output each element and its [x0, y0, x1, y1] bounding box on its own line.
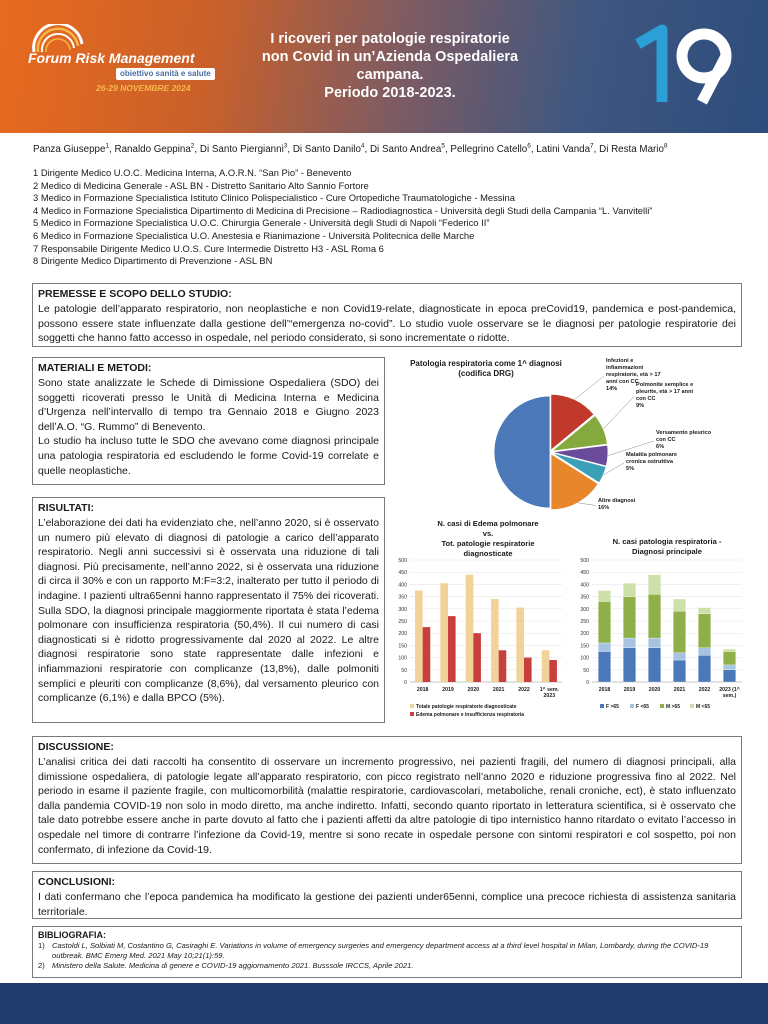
- chart-title: Tot. patologie respiratorie: [441, 539, 535, 548]
- bar: [549, 660, 557, 682]
- slice-label: Edema polmonare e: [433, 442, 487, 448]
- premesse-section: [32, 283, 742, 347]
- reference-item: 1) Castoldi L, Solbiati M, Costantino G, Casiraghi E. Variations in volume of emergency surgeries and emergency department access at a third level hospital in Milan, Lombardy, during the COVID-19 outbreak. BMC Emerg Med. 2021 May 10;21(1):59.: [38, 941, 709, 960]
- affiliations: [33, 167, 753, 268]
- y-tick-label: 150: [580, 643, 589, 650]
- forum-risk-management-logo: [22, 20, 212, 98]
- poster-title: [232, 30, 548, 102]
- affiliation: 4 Medico in Formazione Specialistica Dipartimento di Medicina di Precisione – Radiodiagnostica - Università degli Studi della Campania “L. Vanvitelli”: [33, 204, 653, 216]
- authors-line: [33, 143, 668, 155]
- header-banner: [0, 0, 768, 133]
- slice-label: Infezioni e: [606, 358, 634, 364]
- bibliografia-section: [32, 926, 742, 978]
- y-tick-label: 300: [580, 606, 589, 613]
- affiliation: 8 Dirigente Medico Dipartimento di Prevenzione - ASL BN: [33, 255, 273, 267]
- bar: [466, 575, 474, 682]
- section-title: PREMESSE E SCOPO DELLO STUDIO:: [38, 288, 232, 300]
- chart-title: vs.: [482, 529, 494, 538]
- bar-chart-edema-vs-total: [390, 516, 568, 728]
- author: Panza Giuseppe$^1$,: [33, 143, 115, 156]
- section-text: Sono state analizzate le Schede di Dimissione Ospedaliera (SDO) dei soggetti ricoverati presso le Unità di Medicina Interna e Medicina d’Urgenza nell’intervallo di tempo tra Gennaio 2018 e Giugno 2023 dell’A.O. “G. Rummo” di Benevento.: [38, 377, 379, 433]
- chart-title: Patologia respiratoria come 1^ diagnosi: [410, 359, 562, 368]
- x-tick-label: 2021: [673, 687, 686, 693]
- y-tick-label: 200: [398, 631, 407, 638]
- title-line: non Covid in un’Azienda Ospedaliera: [261, 49, 519, 65]
- slice-label: pleurite, età > 17 anni: [636, 389, 694, 395]
- bar-segment: [698, 655, 711, 682]
- leader-line: [603, 397, 634, 429]
- bar: [440, 583, 448, 682]
- slice-percent-label: 14%: [606, 386, 618, 392]
- slice-label: respiratoria: [444, 456, 476, 462]
- legend-swatch: [630, 704, 634, 708]
- x-tick-label: 2018: [598, 687, 611, 693]
- bar-segment: [723, 670, 736, 682]
- pie-chart: [400, 356, 748, 516]
- slice-percent-label: 16%: [598, 505, 610, 511]
- y-tick-label: 250: [580, 619, 589, 625]
- section-title: DISCUSSIONE:: [38, 741, 114, 753]
- chart-title: N. casi di Edema polmonare: [437, 519, 539, 528]
- slice-label: Polmonite semplice e: [636, 382, 694, 388]
- leader-line: [575, 376, 604, 400]
- chart-title: diagnosticate: [463, 549, 513, 558]
- legend-swatch: [690, 704, 694, 708]
- affiliation: 2 Medico di Medicina Generale - ASL BN - Distretto Sanitario Alto Sannio Fortore: [33, 179, 369, 191]
- y-tick-label: 200: [580, 631, 589, 638]
- bar-segment: [598, 591, 611, 602]
- bar-segment: [648, 594, 661, 638]
- discussione-section: [32, 736, 742, 864]
- y-tick-label: 100: [398, 655, 407, 662]
- y-tick-label: 50: [401, 667, 407, 674]
- bar-segment: [598, 652, 611, 683]
- section-title: RISULTATI:: [38, 502, 94, 514]
- author: Di Santo Danilo$^4$,: [292, 143, 370, 156]
- slice-percent-label: 6%: [656, 444, 665, 450]
- slice-label: anni con CC: [606, 379, 639, 385]
- x-tick-label: 2021: [492, 687, 505, 693]
- risultati-section: [32, 497, 385, 723]
- section-title: BIBLIOGRAFIA:: [38, 930, 106, 940]
- bar: [499, 650, 507, 682]
- bar-segment: [598, 601, 611, 642]
- logo-date: 26-29 NOVEMBRE 2024: [96, 83, 191, 93]
- bar-segment: [648, 638, 661, 648]
- author: Latini Vanda$^7$,: [536, 143, 600, 156]
- section-title: CONCLUSIONI:: [38, 876, 115, 888]
- section-text: L’analisi critica dei dati raccolti ha consentito di osservare un incremento progressivo, nei pazienti fragili, del numero di diagnosi principali, alla dimissione ospedaliera, di patologie legate all’apparato respiratorio, con picco registrato nell’anno 2020 e riduzione progressiva fino al 2022. Nel periodo in esame il paziente fragile, con multicomorbilità (malattie respiratorie, cardiovascolari, metaboliche, renali croniche, ect), è stato influenzato dalla pandemia COVID-19 non solo in modo diretto, ma anche indiretto. Infatti, secondo quanto riportato in letteratura scientifica, si è osservato che tale dato potrebbe essere anche in parte dovuto al fatto che i pazienti affetti da altre patologie di tipo internistico hanno ritardato o evitato l’accesso in ospedale nel timore di contrarre l’infezione da Covid-19, mentre si sono recate in ospedale persone con sintomi respiratori e col sospetto, poi non confermato, di infezione da Covid-19.: [38, 756, 736, 856]
- legend-label: M <65: [696, 704, 711, 710]
- slice-label: Malattia polmonare: [626, 452, 677, 458]
- title-line: Periodo 2018-2023.: [324, 85, 456, 101]
- bar-segment: [673, 599, 686, 611]
- logo-name: Forum Risk Management: [28, 50, 195, 66]
- affiliation: 1 Dirigente Medico U.O.C. Medicina Interna, A.O.R.N. “San Pio” - Benevento: [33, 167, 352, 178]
- bar-segment: [648, 648, 661, 682]
- bar-segment: [673, 611, 686, 652]
- chart-title: N. casi patologia respiratoria -: [612, 537, 722, 546]
- bar-segment: [723, 652, 736, 665]
- x-tick-label: 2020: [648, 687, 661, 693]
- conclusioni-section: [32, 871, 742, 919]
- bar: [491, 599, 499, 682]
- title-line: campana.: [356, 67, 424, 83]
- y-tick-label: 250: [398, 619, 407, 625]
- y-tick-label: 500: [398, 558, 407, 564]
- x-tick-label: 2019: [623, 687, 636, 693]
- bar-segment: [623, 597, 636, 638]
- affiliation: 7 Responsabile Dirigente Medico U.O.S. Cure Intermedie Distretto H3 - ASL Roma 6: [33, 242, 384, 254]
- bar-segment: [673, 660, 686, 682]
- y-tick-label: 450: [398, 570, 407, 577]
- legend-swatch: [660, 704, 664, 708]
- author: Pellegrino Catello$^6$,: [450, 143, 537, 156]
- author: Ranaldo Geppina$^2$,: [114, 143, 200, 156]
- author: Di Santo Andrea$^5$,: [369, 143, 451, 156]
- x-tick-label: 2020: [467, 687, 480, 693]
- bar-segment: [723, 649, 736, 651]
- reference-item: 2) Ministero della Salute. Medicina di genere e COVID-19 aggiornamento 2021. Busssole IRCCS, Aprile 2021.: [38, 961, 414, 970]
- section-text: L’elaborazione dei dati ha evidenziato che, nell’anno 2020, si è osservato un numero più elevato di diagnosi di patologie a carico dell’apparato respiratorio. Negli anni successivi si è osservata una riduzione di tali diagnosi. Più precisamente, nell’anno 2022, si è osservata una riduzione di circa il 30% e con un rapporto M:F=3:2, inalterato per tutto il periodo di indagine. I pazienti ultra65enni hanno rappresentato il 75% dei ricoverati. Sulla SDO, la diagnosi principale maggiormente riportata è stata l’edema polmonare con insufficienza respiratoria (50,4%). Il cui numero di casi diagnosticati si è ridotto progressivamente dal 2020 al 2022. Le altre diagnosi respiratorie sono state rappresentate dalle infezioni e infiammazioni respiratorie con complicanze (13,8%), dalle polmoniti semplici e pleuriti con complicanze (8,6%), dal versamento pleurico con complicanze (6,1%) e dalla BPCO (5%).: [38, 517, 379, 705]
- bar: [448, 616, 456, 682]
- slice-label: con CC: [656, 437, 676, 443]
- legend-swatch: [600, 704, 604, 708]
- y-tick-label: 100: [580, 655, 589, 662]
- slice-label: Altre diagnosi: [598, 498, 636, 504]
- x-tick-label: 2022: [518, 687, 530, 693]
- y-tick-label: 150: [398, 643, 407, 650]
- title-line: I ricoveri per patologie respiratorie: [270, 31, 510, 47]
- x-tick-label: 2022: [698, 687, 711, 693]
- legend-label: M >65: [666, 704, 681, 710]
- legend-label: Edema polmonare e insufficienza respiratoria: [416, 712, 525, 718]
- logo-tagline: obiettivo sanità e salute: [116, 68, 215, 80]
- bar-segment: [698, 614, 711, 648]
- x-tick-label: 2018: [416, 687, 429, 693]
- y-tick-label: 400: [398, 582, 407, 589]
- slice-label: con CC: [636, 396, 656, 402]
- bar: [423, 627, 431, 682]
- slice-percent-label: 5%: [626, 466, 635, 472]
- y-tick-label: 500: [580, 558, 589, 564]
- covid-19-logo-icon: [632, 22, 742, 106]
- section-text: Lo studio ha incluso tutte le SDO che avevano come diagnosi principale una patologia respiratoria ed escludendo le forme Covid-19 correlate e quelle neoplastiche.: [38, 435, 379, 477]
- footer-band: [0, 983, 768, 1024]
- y-tick-label: 0: [404, 680, 407, 686]
- legend-swatch: [410, 712, 414, 716]
- bar: [516, 608, 524, 682]
- bar-segment: [623, 638, 636, 648]
- bar-segment: [698, 608, 711, 614]
- x-tick-label: 1^ sem.: [539, 687, 559, 693]
- bar-segment: [648, 575, 661, 595]
- section-text: Le patologie dell’apparato respiratorio, non neoplastiche e non Covid19-relate, diagnosticate in epoca preCovid19, pandemica e post-pandemica, possono essere state influenzate dalla gestione dell’“emergenza no-covid”. Lo studio vuole osservare se le diagnosi per patologie respiratorie dei soggetti che hanno fatto accesso in ospedale, nel periodo considerato, si sono incrementate o ridotte.: [38, 303, 736, 345]
- x-tick-label: 2019: [442, 687, 454, 693]
- legend-label: Totale patologie respiratorie diagnosticate: [416, 704, 517, 710]
- section-title: MATERIALI E METODI:: [38, 362, 152, 374]
- slice-label: insufficienza: [443, 449, 477, 455]
- pie-slice: [494, 396, 550, 508]
- bar: [542, 650, 550, 682]
- leader-line: [578, 503, 596, 506]
- y-tick-label: 350: [398, 594, 407, 601]
- bar-segment: [673, 653, 686, 660]
- logo-19-text: 19: [692, 105, 695, 106]
- bar-chart-stacked-diagnosis: [572, 516, 748, 728]
- x-tick-label: 2023 (1^: [719, 687, 740, 693]
- bar-segment: [598, 643, 611, 652]
- y-tick-label: 350: [580, 594, 589, 601]
- slice-label: Versamento pleurico: [656, 430, 712, 436]
- slice-label: infiammazioni: [606, 365, 644, 371]
- materiali-section: [32, 357, 385, 485]
- slice-label: cronica ostruttiva: [626, 459, 673, 465]
- y-tick-label: 300: [398, 606, 407, 613]
- affiliation: 5 Medico in Formazione Specialistica U.O.C. Chirurgia Generale - Università degli Studi di Napoli “Federico II”: [33, 217, 490, 229]
- y-tick-label: 400: [580, 582, 589, 589]
- chart-title: (codifica DRG): [458, 369, 514, 378]
- y-tick-label: 0: [586, 680, 589, 686]
- bar-segment: [623, 583, 636, 596]
- bar: [524, 658, 532, 682]
- bar-segment: [623, 648, 636, 682]
- x-tick-label: sem.): [722, 693, 737, 699]
- legend-label: F <65: [636, 704, 649, 710]
- author: Di Resta Mario$^8$: [599, 143, 668, 156]
- slice-label: respiratorie, età > 17: [606, 372, 661, 378]
- affiliation: 3 Medico in Formazione Specialistica Istituto Clinico Polispecialistico - Cure Ortopediche Traumatologiche - Messina: [33, 192, 515, 204]
- section-text: I dati confermano che l’epoca pandemica ha modificato la gestione dei pazienti under65enni, complice una precoce richiesta di assistenza sanitaria territoriale.: [38, 891, 736, 918]
- slice-percent-label: 50%: [454, 463, 466, 469]
- bar: [473, 633, 481, 682]
- bar-segment: [698, 648, 711, 655]
- bar-segment: [723, 665, 736, 670]
- y-tick-label: 50: [583, 667, 589, 674]
- legend-swatch: [410, 704, 414, 708]
- legend-label: F >65: [606, 704, 619, 710]
- x-tick-label: 2023: [543, 693, 556, 699]
- affiliation: 6 Medico in Formazione Specialistica U.O. Anestesia e Rianimazione - Università Politecnica delle Marche: [33, 229, 475, 241]
- author: Di Santo Piergianni$^3$,: [199, 143, 293, 156]
- bar: [415, 591, 423, 683]
- slice-percent-label: 9%: [636, 403, 645, 409]
- chart-title: Diagnosi principale: [631, 547, 703, 556]
- y-tick-label: 450: [580, 570, 589, 577]
